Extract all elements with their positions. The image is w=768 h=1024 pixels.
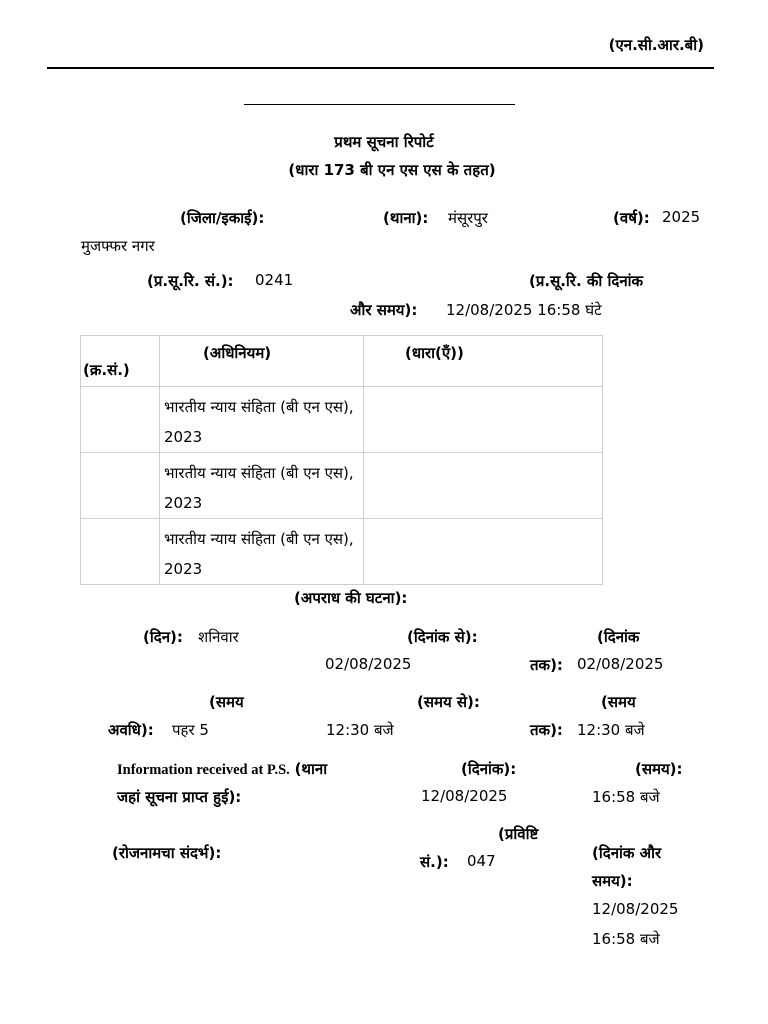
acts-table bbox=[80, 335, 603, 585]
date-to-label: (दिनांक bbox=[597, 628, 640, 646]
gd-time-value: 16:58 बजे bbox=[592, 930, 660, 948]
fir-number-value: 0241 bbox=[255, 271, 294, 289]
district-value: मुजफ्फर नगर bbox=[81, 237, 155, 255]
gd-datetime-label: (दिनांक और bbox=[592, 844, 662, 862]
report-subtitle: (धारा 173 बी एन एस एस के तहत) bbox=[288, 161, 496, 179]
time-to-label: (समय bbox=[601, 693, 636, 711]
section-header-cell bbox=[364, 336, 603, 387]
time-to-value: 12:30 बजे bbox=[577, 721, 645, 739]
acts-table-header bbox=[81, 336, 603, 387]
info-received-label-en: Information received at P.S. bbox=[117, 762, 290, 778]
info-date-value: 12/08/2025 bbox=[421, 787, 508, 805]
sno-cell bbox=[81, 519, 160, 585]
info-time-value: 16:58 बजे bbox=[592, 788, 660, 806]
entry-number-label-2: सं.): bbox=[420, 853, 449, 871]
date-to-value: 02/08/2025 bbox=[577, 655, 664, 673]
sno-header: (क्र.सं.) bbox=[83, 361, 130, 379]
act-name: भारतीय न्याय संहिता (बी एन एस), 2023 bbox=[164, 398, 354, 446]
time-from-label: (समय से): bbox=[417, 693, 480, 711]
entry-number-label: (प्रविष्टि bbox=[498, 825, 539, 843]
act-name: भारतीय न्याय संहिता (बी एन एस), 2023 bbox=[164, 464, 354, 512]
occurrence-heading: (अपराध की घटना): bbox=[294, 589, 408, 607]
gd-datetime-label-2: समय): bbox=[592, 872, 633, 890]
time-to-label-2: तक): bbox=[530, 721, 563, 739]
info-received-label bbox=[117, 759, 327, 779]
station-label: (थाना): bbox=[383, 209, 429, 227]
section-cell bbox=[364, 453, 603, 519]
info-time-label: (समय): bbox=[635, 760, 683, 778]
date-from-label: (दिनांक से): bbox=[407, 628, 478, 646]
fir-date-label: (प्र.सू.रि. की दिनांक bbox=[529, 272, 644, 290]
table-row bbox=[81, 453, 603, 519]
gd-reference-label: (रोजनामचा संदर्भ): bbox=[112, 844, 222, 862]
section-cell bbox=[364, 519, 603, 585]
act-cell bbox=[160, 519, 364, 585]
report-title: प्रथम सूचना रिपोर्ट bbox=[334, 133, 434, 151]
date-from-value: 02/08/2025 bbox=[325, 655, 412, 673]
year-value: 2025 bbox=[662, 208, 701, 226]
act-header: (अधिनियम) bbox=[203, 344, 272, 362]
sno-cell bbox=[81, 453, 160, 519]
district-label: (जिला/इकाई): bbox=[180, 209, 265, 227]
info-received-label-hi: (थाना bbox=[294, 760, 328, 778]
fir-date-value: 12/08/2025 16:58 घंटे bbox=[446, 301, 602, 319]
entry-number-value: 047 bbox=[467, 852, 496, 870]
header-divider bbox=[47, 67, 714, 69]
period-label-2: अवधि): bbox=[108, 721, 154, 739]
act-name: भारतीय न्याय संहिता (बी एन एस), 2023 bbox=[164, 530, 354, 578]
day-label: (दिन): bbox=[143, 628, 183, 646]
date-to-label-2: तक): bbox=[530, 656, 563, 674]
sno-header-cell bbox=[81, 336, 160, 387]
info-date-label: (दिनांक): bbox=[461, 760, 517, 778]
year-label: (वर्ष): bbox=[613, 209, 650, 227]
day-value: शनिवार bbox=[198, 628, 239, 646]
act-cell bbox=[160, 387, 364, 453]
act-cell bbox=[160, 453, 364, 519]
title-rule bbox=[244, 104, 515, 105]
gd-date-value: 12/08/2025 bbox=[592, 900, 679, 918]
fir-date-label-2: और समय): bbox=[350, 301, 418, 319]
time-from-value: 12:30 बजे bbox=[326, 721, 394, 739]
info-received-label-2: जहां सूचना प्राप्त हुई): bbox=[117, 788, 242, 806]
period-value: पहर 5 bbox=[172, 721, 209, 739]
section-header: (धारा(एँ)) bbox=[405, 344, 464, 362]
table-row bbox=[81, 519, 603, 585]
section-cell bbox=[364, 387, 603, 453]
table-row bbox=[81, 387, 603, 453]
period-label: (समय bbox=[209, 693, 244, 711]
act-header-cell bbox=[160, 336, 364, 387]
sno-cell bbox=[81, 387, 160, 453]
ncrb-code: (एन.सी.आर.बी) bbox=[608, 36, 704, 54]
station-value: मंसूरपुर bbox=[448, 209, 488, 227]
fir-number-label: (प्र.सू.रि. सं.): bbox=[147, 272, 234, 290]
